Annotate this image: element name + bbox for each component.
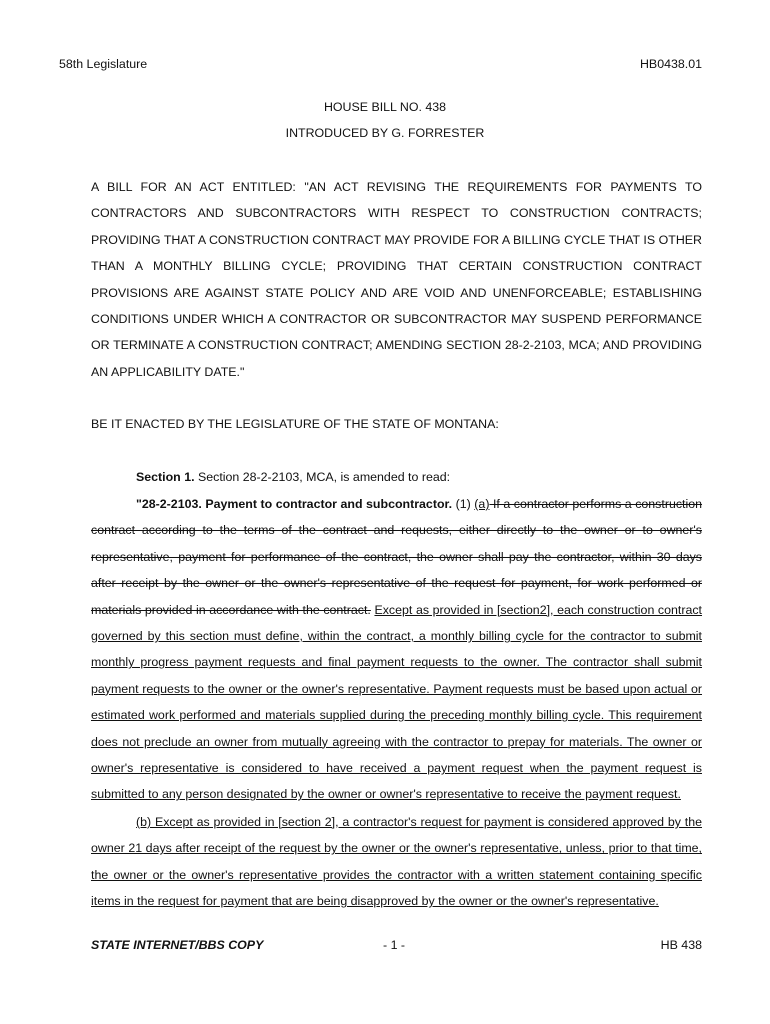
copy-label: STATE INTERNET/BBS COPY — [91, 938, 264, 952]
subsection-a-label: (a) — [474, 497, 490, 511]
page-number: - 1 - — [383, 938, 406, 952]
legislature-label: 58th Legislature — [59, 57, 148, 71]
document-id: HB0438.01 — [639, 57, 702, 71]
bill-number: HOUSE BILL NO. 438 — [323, 100, 447, 114]
enacting-clause: BE IT ENACTED BY THE LEGISLATURE OF THE STATE OF MONTANA: — [91, 417, 499, 431]
section-intro — [136, 470, 702, 484]
page-header — [59, 57, 702, 71]
section-text: Section 28-2-2103, MCA, is amended to read: — [194, 470, 451, 484]
subsection-1-number: (1) — [452, 497, 475, 511]
introduced-by: INTRODUCED BY G. FORRESTER — [285, 126, 485, 140]
section-label: Section 1. — [136, 470, 195, 484]
statute-heading: "28-2-2103. Payment to contractor and subcontractor. — [136, 497, 453, 511]
bill-title: A BILL FOR AN ACT ENTITLED: "AN ACT REVISING THE REQUIREMENTS FOR PAYMENTS TO CONTRACTORS AND SUBCONTRACTORS WITH RESPECT TO CONSTRUCTION CONTRACTS; PROVIDING THAT A CONSTRUCTION CONTRACT MAY PROVIDE FOR A BILLING CYCLE THAT IS OTHER THAN A MONTHLY BILLING CYCLE; PROVIDING THAT CERTAIN CONSTRUCTION CONTRACT PROVISIONS ARE AGAINST STATE POLICY AND ARE VOID AND UNENFORCEABLE; ESTABLISHING CONDITIONS UNDER WHICH A CONTRACTOR OR SUBCONTRACTOR MAY SUSPEND PERFORMANCE OR TERMINATE A CONSTRUCTION CONTRACT; AMENDING SECTION 28-2-2103, MCA; AND PROVIDING AN APPLICABILITY DATE." — [91, 180, 702, 379]
bill-reference: HB 438 — [660, 938, 702, 952]
inserted-text: Except as provided in [section2], each construction contract governed by this section must define, within the contract, a monthly billing cycle for the contractor to submit monthly progress payment requests and final payment requests to the owner. The contractor shall submit payment requests to the owner or the owner's representative. Payment requests must be based upon actual or estimated work performed and materials supplied during the preceding monthly billing cycle. This requirement does not preclude an owner from mutually agreeing with the contractor to prepay for materials. The owner or owner's representative is considered to have received a payment request when the payment request is submitted to any person designated by the owner or owner's representative to receive the payment request. — [91, 602, 703, 802]
deleted-text: If a contractor performs a construction contract according to the terms of the contract and requests, either directly to the owner or to owner's representative, payment for performance of the contract, the owner shall pay the contractor, within 30 days after receipt by the owner or the owner's representative of the request for payment, for work performed or materials provided in accordance with the contract. — [91, 497, 703, 617]
page-footer — [91, 938, 702, 954]
statute-body — [91, 491, 702, 808]
subsection-b: (b) Except as provided in [section 2], a contractor's request for payment is considered approved by the owner 21 days after receipt of the request by the owner or the owner's representative, unless, prior to that time, the owner or the owner's representative provides the contractor with a written statement containing specific items in the request for payment that are being disapproved by the owner or the owner's representative. — [91, 815, 702, 909]
